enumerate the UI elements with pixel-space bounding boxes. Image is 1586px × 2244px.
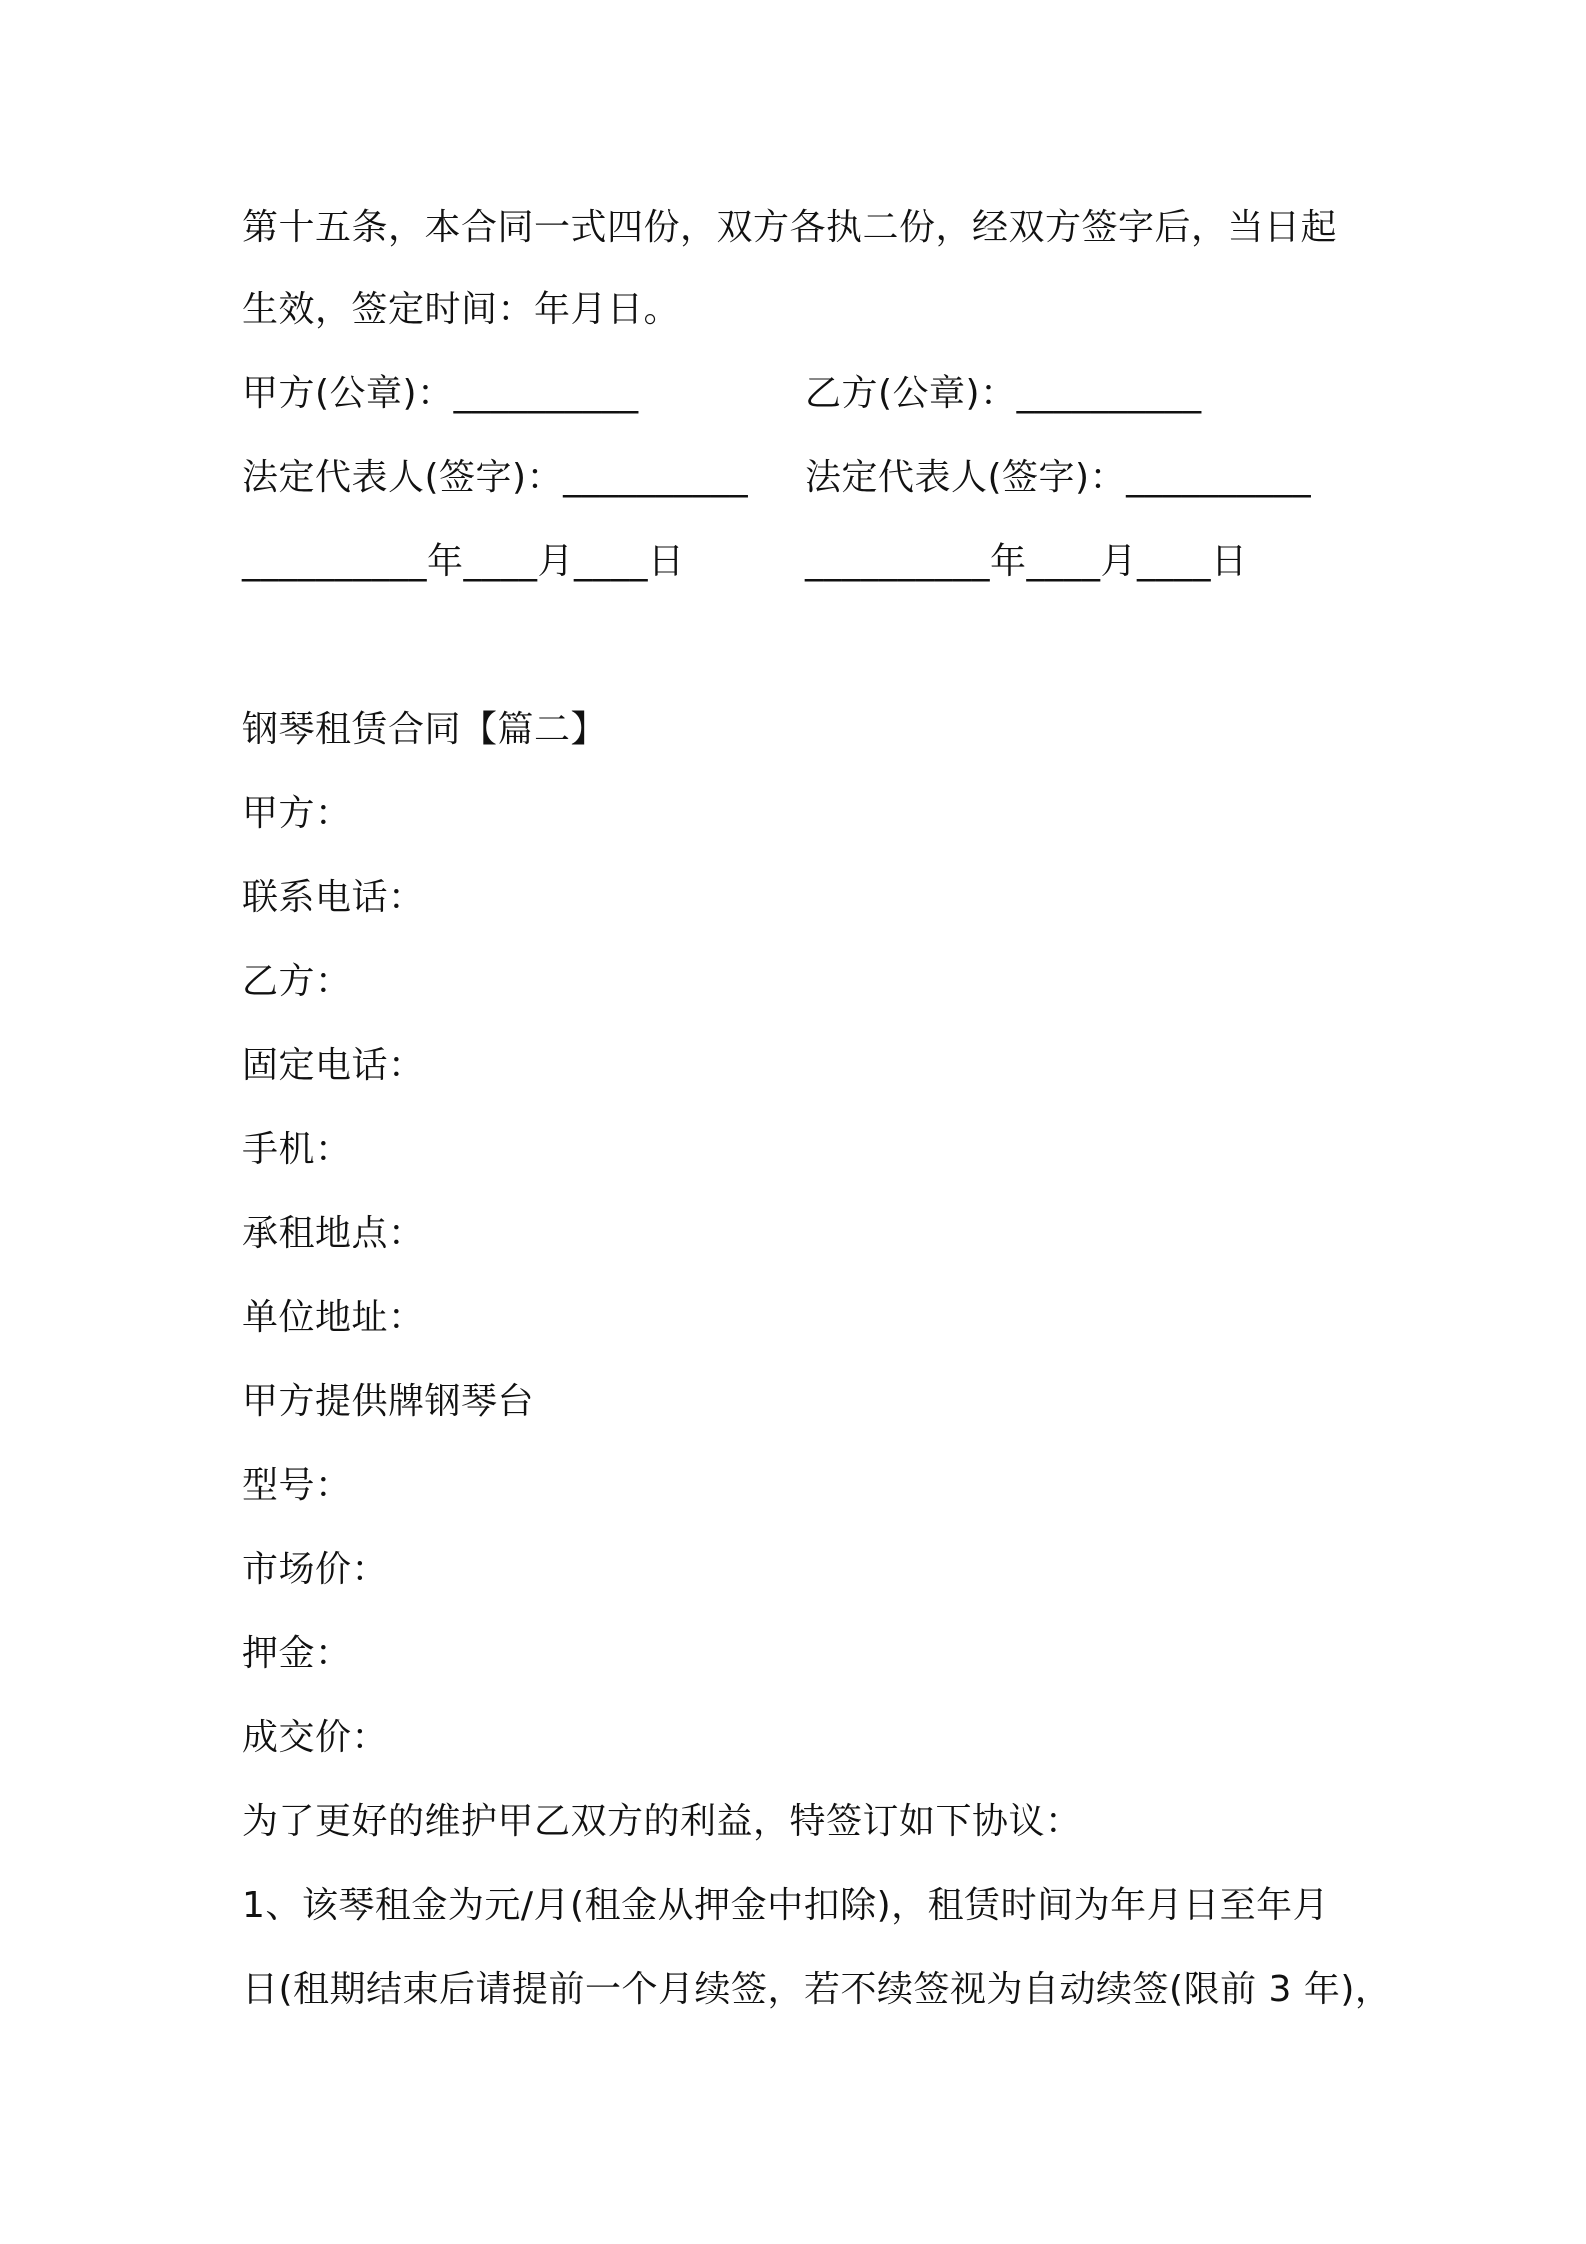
party-a-date: __________年____月____日 xyxy=(242,541,685,582)
party-b-seal: 乙方(公章)：__________ xyxy=(805,373,1202,414)
party-a-legal-rep: 法定代表人(签字)：__________ xyxy=(242,457,749,498)
piano-provided-line: 甲方提供牌钢琴台 xyxy=(242,1381,535,1422)
market-price-field: 市场价： xyxy=(242,1549,389,1590)
contact-phone-field: 联系电话： xyxy=(242,877,425,918)
model-field: 型号： xyxy=(242,1465,352,1506)
party-b-field: 乙方： xyxy=(242,961,352,1002)
work-address-field: 单位地址： xyxy=(242,1297,425,1338)
agreement-intro: 为了更好的维护甲乙双方的利益，特签订如下协议： xyxy=(242,1801,1082,1842)
mobile-field: 手机： xyxy=(242,1129,352,1170)
item-1-line-1: 1、该琴租金为元/月(租金从押金中扣除)，租赁时间为年月日至年月 xyxy=(242,1885,1330,1926)
fixed-phone-field: 固定电话： xyxy=(242,1045,425,1086)
party-b-date: __________年____月____日 xyxy=(805,541,1248,582)
rental-location-field: 承租地点： xyxy=(242,1213,425,1254)
deal-price-field: 成交价： xyxy=(242,1717,389,1758)
party-a-field: 甲方： xyxy=(242,793,352,834)
item-1-line-2: 日(租期结束后请提前一个月续签，若不续签视为自动续签(限前 3 年)， xyxy=(242,1969,1392,2010)
clause-15-line-1: 第十五条，本合同一式四份，双方各执二份，经双方签字后，当日起 xyxy=(242,207,1338,248)
party-a-seal: 甲方(公章)：__________ xyxy=(242,373,639,414)
clause-15-line-2: 生效，签定时间：年月日。 xyxy=(242,289,681,330)
deposit-field: 押金： xyxy=(242,1633,352,1674)
party-b-legal-rep: 法定代表人(签字)：__________ xyxy=(805,457,1312,498)
contract-title: 钢琴租赁合同【篇二】 xyxy=(242,709,608,750)
